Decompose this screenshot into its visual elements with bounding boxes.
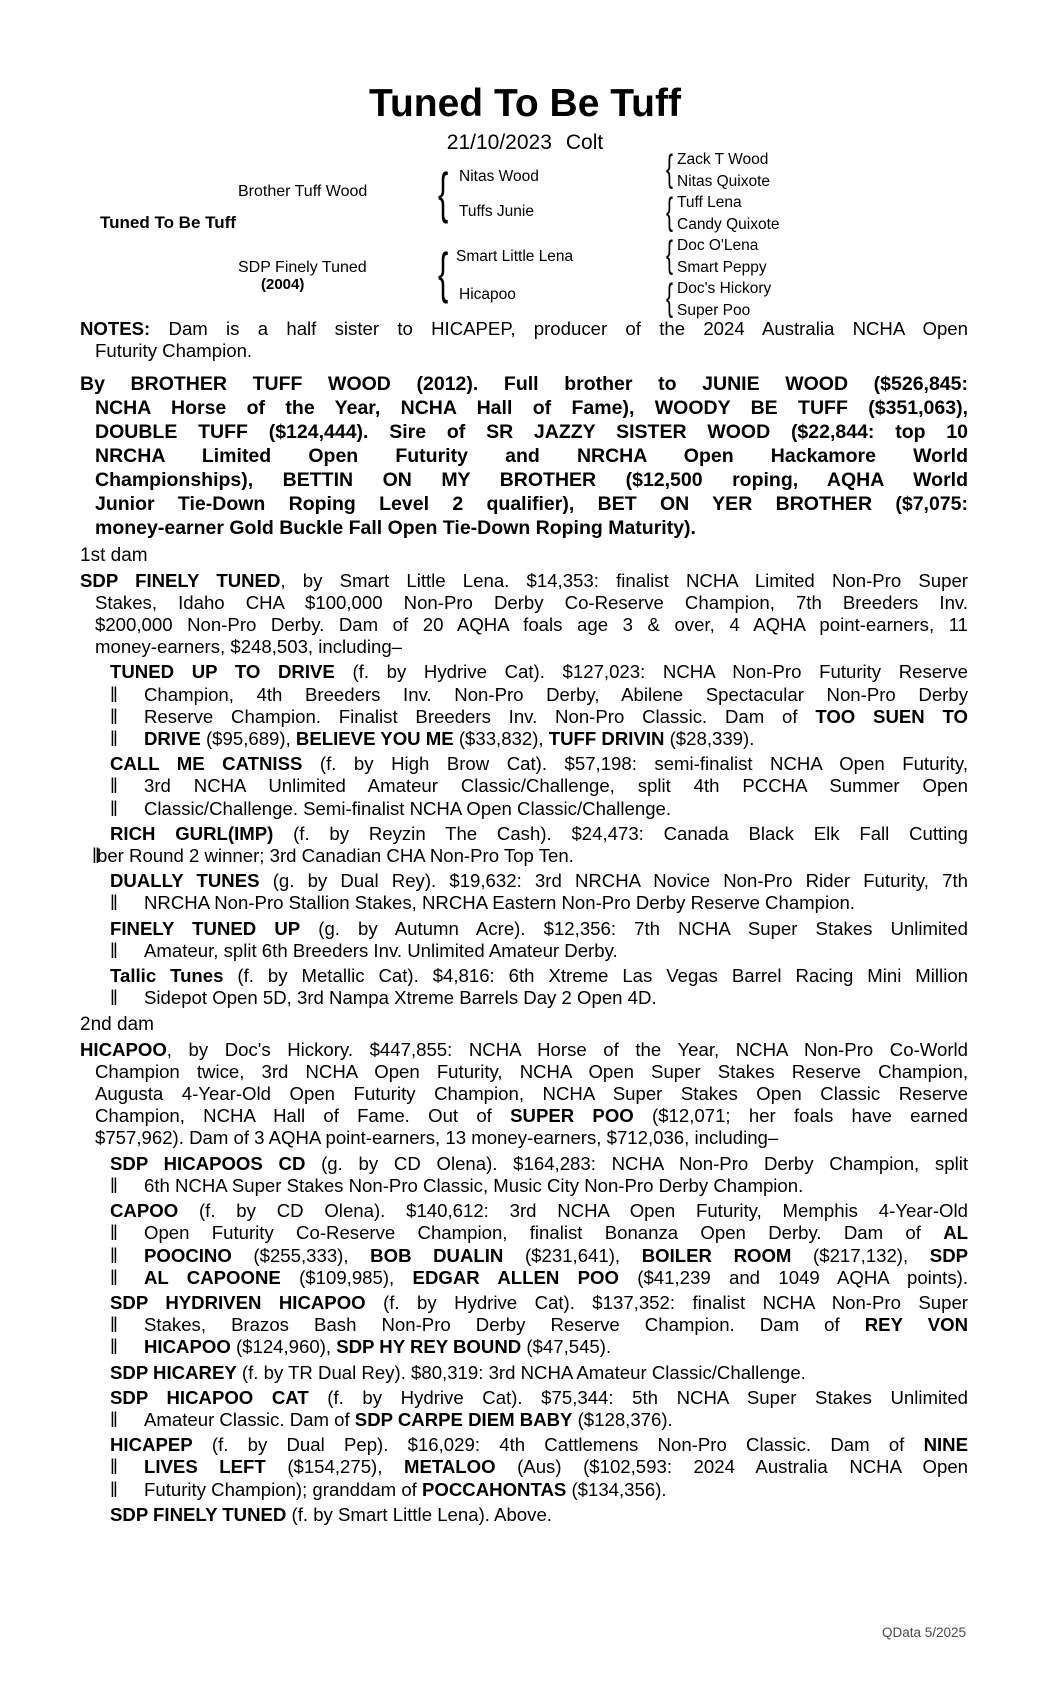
pedigree-gen4: Doc's Hickory [677,280,772,297]
sire-summary-line: money-earner Gold Buckle Fall Open Tie-Down Roping Maturity). [95,517,696,540]
entry-call-me-catniss-line: CALL ME CATNISS (f. by High Brow Cat). $57,198: semi-finalist NCHA Open Futurity, [110,753,968,775]
pedigree-gen4: Super Poo [677,302,751,319]
continuation-bar-icon: ‖ [110,775,117,799]
entry-finely-tuned-up [80,918,968,962]
pedigree-brace-icon: { [666,148,673,190]
entry-capoo-line: ‖ POOCINO ($255,333), BOB DUALIN ($231,641), BOILER ROOM ($217,132), SDP [110,1244,969,1269]
entry-sdp-hicapoos-cd-line: SDP HICAPOOS CD (g. by CD Olena). $164,283: NCHA Non-Pro Derby Champion, split [110,1152,968,1174]
dam2-hicapoo-line: $757,962). Dam of 3 AQHA point-earners, 13 money-earners, $712,036, including– [95,1127,779,1149]
sire-summary-line: NRCHA Limited Open Futurity and NRCHA Open Hackamore World [95,445,968,468]
dam2-hicapoo [80,1039,968,1150]
sire-summary-line: By BROTHER TUFF WOOD (2012). Full brother to JUNIE WOOD ($526,845: [80,373,968,396]
entry-sdp-hydriven-hicapoo-line: ‖ HICAPOO ($124,960), SDP HY REY BOUND ($47,545). [110,1336,612,1360]
continuation-bar-icon: ‖ [110,705,117,730]
pedigree-gen4: Smart Peppy [677,259,767,276]
entry-finely-tuned-up-line: FINELY TUNED UP (g. by Autumn Acre). $12,356: 7th NCHA Super Stakes Unlimited [110,917,968,939]
dam2-hicapoo-line: Champion, NCHA Hall of Fame. Out of SUPER POO ($12,071; her foals have earned [95,1105,968,1127]
entry-sdp-hydriven-hicapoo [80,1292,968,1359]
entry-tallic-tunes [80,965,968,1009]
continuation-bar-icon: ‖ [110,987,117,1011]
pedigree-gen4: Tuff Lena [677,194,742,211]
pedigree-brace-icon: { [438,241,449,304]
continuation-bar-icon: ‖ [110,1336,117,1360]
pedigree-sire: Brother Tuff Wood [238,183,368,200]
dam2-hicapoo-line: Champion twice, 3rd NCHA Open Futurity, NCHA Open Super Stakes Reserve Champion, [95,1060,968,1082]
continuation-bar-icon: ‖ [110,1478,117,1503]
entry-sdp-finely-tuned-line: SDP FINELY TUNED (f. by Smart Little Lena). Above. [110,1503,552,1525]
entry-sdp-hicapoo-cat-line: ‖ Amateur Classic. Dam of SDP CARPE DIEM BABY ($128,376). [110,1408,673,1433]
pedigree-text-blocks [0,318,1050,1526]
sire-summary-line: Championships), BETTIN ON MY BROTHER ($12,500 roping, AQHA World [95,469,968,492]
entry-capoo-line: CAPOO (f. by CD Olena). $140,612: 3rd NCHA Open Futurity, Memphis 4-Year-Old [110,1200,968,1222]
continuation-bar-icon: ‖ [110,892,117,916]
pedigree-gen4: Doc O'Lena [677,237,759,254]
sire-summary-line: NCHA Horse of the Year, NCHA Hall of Fame), WOODY BE TUFF ($351,063), [95,397,968,420]
continuation-bar-icon: ‖ [110,797,117,822]
entry-dually-tunes [80,870,968,914]
entry-rich-gurl-line: RICH GURL(IMP) (f. by Reyzin The Cash). $24,473: Canada Black Elk Fall Cutting [110,822,968,844]
entry-hicapep-line: HICAPEP (f. by Dual Pep). $16,029: 4th Cattlemens Non-Pro Classic. Dam of NINE [110,1434,968,1456]
notes-line: NOTES: Dam is a half sister to HICAPEP, producer of the 2024 Australia NCHA Open [80,318,968,339]
entry-tuned-up-to-drive-line: TUNED UP TO DRIVE (f. by Hydrive Cat). $127,023: NCHA Non-Pro Futurity Reserve [110,661,968,683]
continuation-bar-icon: ‖ [110,939,117,964]
pedigree-sire-dam: Tuffs Junie [459,203,534,220]
pedigree-dam-year: (2004) [261,276,305,293]
entry-tuned-up-to-drive [80,661,968,750]
entry-rich-gurl [80,823,968,867]
entry-tallic-tunes-line: Tallic Tunes (f. by Metallic Cat). $4,816: 6th Xtreme Las Vegas Barrel Racing Mini Million [110,965,969,987]
entry-tuned-up-to-drive-line: ‖ Champion, 4th Breeders Inv. Non-Pro Derby, Abilene Spectacular Non-Pro Derby [110,683,968,708]
entry-dually-tunes-line: DUALLY TUNES (g. by Dual Rey). $19,632: 3rd NRCHA Novice Non-Pro Rider Futurity, 7th [110,870,968,892]
entry-capoo-line: ‖ Open Futurity Co-Reserve Champion, finalist Bonanza Open Derby. Dam of AL [110,1222,968,1246]
pedigree-gen4: Nitas Quixote [677,173,771,190]
entry-hicapep-line: ‖ LIVES LEFT ($154,275), METALOO (Aus) ($102,593: 2024 Australia NCHA Open [110,1456,969,1480]
pedigree-header [0,0,1050,318]
heading-2nd-dam [80,1014,968,1036]
notes [80,318,968,362]
entry-call-me-catniss-line: ‖ Classic/Challenge. Semi-finalist NCHA Open Classic/Challenge. [110,797,672,822]
continuation-bar-icon: ‖ [92,845,99,869]
pedigree-subject: Tuned To Be Tuff [100,213,236,232]
footer-credit: QData 5/2025 [881,1625,966,1640]
dam1-sdp-finely-tuned [80,570,968,659]
entry-finely-tuned-up-line: ‖ Amateur, split 6th Breeders Inv. Unlimited Amateur Derby. [110,939,618,964]
pedigree-dam-dam: Hicapoo [459,286,516,303]
entry-sdp-hicapoo-cat [80,1387,968,1431]
sex-label: Colt [565,131,604,154]
pedigree-dam: SDP Finely Tuned [238,259,367,276]
dam1-sdp-finely-tuned-line: $200,000 Non-Pro Derby. Dam of 20 AQHA foals age 3 & over, 4 AQHA point-earners, 11 [95,614,968,636]
continuation-bar-icon: ‖ [110,1266,117,1291]
sire-summary [80,372,968,540]
entry-hicapep [80,1434,968,1501]
entry-hicapep-line: ‖ Futurity Champion); granddam of POCCAHONTAS ($134,356). [110,1478,667,1503]
continuation-bar-icon: ‖ [110,1174,117,1199]
notes-line: Futurity Champion. [95,340,253,362]
pedigree-brace-icon: { [666,277,673,319]
entry-sdp-finely-tuned [80,1504,968,1526]
entry-call-me-catniss [80,753,968,820]
heading-2nd-dam-line: 2nd dam [80,1014,154,1036]
pedigree-brace-icon: { [666,191,673,233]
pedigree-brace-icon: { [666,234,673,276]
heading-1st-dam [80,545,968,567]
entry-tuned-up-to-drive-line: ‖ Reserve Champion. Finalist Breeders Inv. Non-Pro Classic. Dam of TOO SUEN TO [110,705,968,730]
entry-capoo [80,1200,968,1289]
pedigree-gen4: Zack T Wood [677,151,769,168]
pedigree-sire-sire: Nitas Wood [459,168,539,185]
entry-capoo-line: ‖ AL CAPOONE ($109,985), EDGAR ALLEN POO ($41,239 and 1049 AQHA points). [110,1266,968,1291]
sire-summary-line: Junior Tie-Down Roping Level 2 qualifier), BET ON YER BROTHER ($7,075: [95,493,968,516]
entry-dually-tunes-line: ‖ NRCHA Non-Pro Stallion Stakes, NRCHA Eastern Non-Pro Derby Reserve Champion. [110,892,855,916]
dam1-sdp-finely-tuned-line: Stakes, Idaho CHA $100,000 Non-Pro Derby Co-Reserve Champion, 7th Breeders Inv. [95,591,968,613]
entry-sdp-hicarey-line: SDP HICAREY (f. by TR Dual Rey). $80,319: 3rd NCHA Amateur Classic/Challenge. [110,1361,806,1383]
continuation-bar-icon: ‖ [110,1244,117,1269]
page-title: Tuned To Be Tuff [369,82,681,125]
dam2-hicapoo-line: HICAPOO, by Doc's Hickory. $447,855: NCHA Horse of the Year, NCHA Non-Pro Co-World [80,1038,968,1060]
entry-call-me-catniss-line: ‖ 3rd NCHA Unlimited Amateur Classic/Challenge, split 4th PCCHA Summer Open [110,775,968,799]
pedigree-gen4: Candy Quixote [677,216,780,233]
continuation-bar-icon: ‖ [110,728,117,752]
pedigree-brace-icon: { [438,161,449,224]
pedigree-dam-sire: Smart Little Lena [456,248,574,265]
entry-tallic-tunes-line: ‖ Sidepot Open 5D, 3rd Nampa Xtreme Barrels Day 2 Open 4D. [110,987,657,1011]
entry-sdp-hydriven-hicapoo-line: SDP HYDRIVEN HICAPOO (f. by Hydrive Cat). $137,352: finalist NCHA Non-Pro Super [110,1291,968,1313]
dam2-hicapoo-line: Augusta 4-Year-Old Open Futurity Champion, NCHA Super Stakes Open Classic Reserve [95,1083,968,1105]
continuation-bar-icon: ‖ [110,1222,117,1246]
heading-1st-dam-line: 1st dam [80,545,148,567]
dam1-sdp-finely-tuned-line: money-earners, $248,503, including– [95,636,402,658]
entry-sdp-hydriven-hicapoo-line: ‖ Stakes, Brazos Bash Non-Pro Derby Reserve Champion. Dam of REY VON [110,1314,969,1338]
foal-date: 21/10/2023 [446,131,552,154]
sire-summary-line: DOUBLE TUFF ($124,444). Sire of SR JAZZY SISTER WOOD ($22,844: top 10 [95,421,968,444]
continuation-bar-icon: ‖ [110,1456,117,1480]
entry-sdp-hicapoos-cd-line: ‖ 6th NCHA Super Stakes Non-Pro Classic, Music City Non-Pro Derby Champion. [110,1174,804,1199]
entry-sdp-hicapoo-cat-line: SDP HICAPOO CAT (f. by Hydrive Cat). $75,344: 5th NCHA Super Stakes Unlimited [110,1386,968,1408]
entry-sdp-hicarey [80,1362,968,1384]
dam1-sdp-finely-tuned-line: SDP FINELY TUNED, by Smart Little Lena. $14,353: finalist NCHA Limited Non-Pro Super [80,569,969,591]
entry-rich-gurl-line: ‖ ber Round 2 winner; 3rd Canadian CHA Non-Pro Top Ten. [92,845,574,869]
continuation-bar-icon: ‖ [110,683,117,708]
continuation-bar-icon: ‖ [110,1408,117,1433]
continuation-bar-icon: ‖ [110,1314,117,1338]
entry-tuned-up-to-drive-line: ‖ DRIVE ($95,689), BELIEVE YOU ME ($33,832), TUFF DRIVIN ($28,339). [110,728,755,752]
foal-date-and-sex [0,131,1050,155]
entry-sdp-hicapoos-cd [80,1153,968,1197]
